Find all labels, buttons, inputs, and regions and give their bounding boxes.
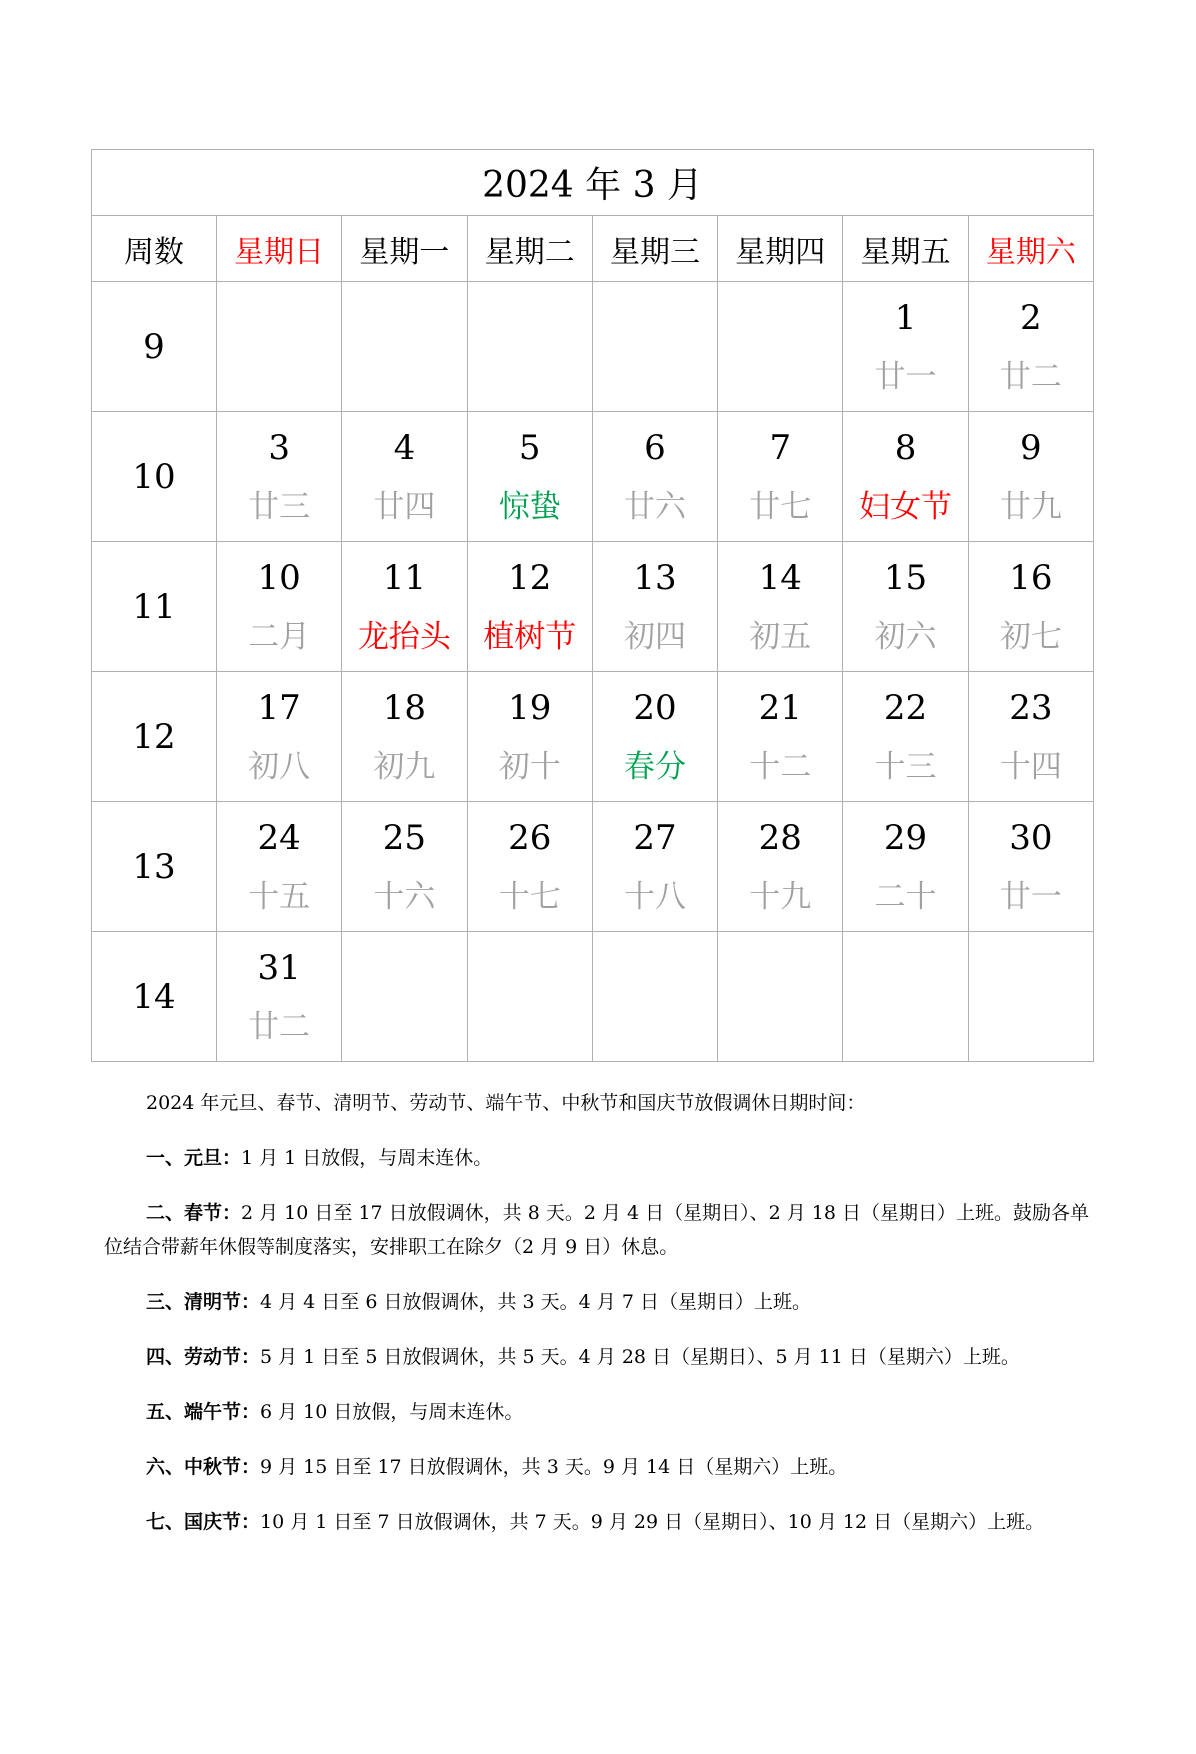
lunar-date: 廿四 xyxy=(373,488,436,525)
day-number: 29 xyxy=(883,817,928,858)
header-monday: 星期一 xyxy=(342,216,467,282)
day-number: 1 xyxy=(894,297,917,338)
day-cell xyxy=(968,802,1093,932)
holiday-note-label: 二、春节： xyxy=(146,1202,242,1224)
lunar-date: 初六 xyxy=(874,618,937,655)
lunar-date: 二十 xyxy=(874,878,937,915)
header-friday: 星期五 xyxy=(843,216,968,282)
day-number: 23 xyxy=(1009,687,1053,728)
lunar-date: 初十 xyxy=(498,748,561,785)
lunar-date: 廿一 xyxy=(874,358,937,395)
day-cell xyxy=(592,802,717,932)
week-number: 10 xyxy=(92,412,217,542)
day-cell xyxy=(217,932,342,1062)
week-row xyxy=(92,282,1094,412)
day-cell xyxy=(843,542,968,672)
empty-day-cell xyxy=(217,282,342,412)
holiday-note xyxy=(104,1450,1100,1484)
day-number: 9 xyxy=(1020,427,1042,468)
day-cell xyxy=(968,542,1093,672)
day-cell xyxy=(467,412,592,542)
solar-term-label: 春分 xyxy=(623,748,686,785)
header-week-number: 周数 xyxy=(92,216,217,282)
notes-list xyxy=(104,1141,1100,1539)
holiday-note-label: 三、清明节： xyxy=(146,1291,261,1313)
day-number: 27 xyxy=(633,817,677,858)
day-number: 2 xyxy=(1020,297,1042,338)
lunar-date: 廿一 xyxy=(999,878,1062,915)
day-cell xyxy=(342,672,467,802)
lunar-date: 十三 xyxy=(874,748,937,785)
lunar-date: 十六 xyxy=(373,878,436,915)
holiday-note xyxy=(104,1285,1100,1319)
day-number: 20 xyxy=(633,687,677,728)
day-number: 5 xyxy=(518,427,541,468)
day-number: 19 xyxy=(508,687,552,728)
day-cell xyxy=(718,542,843,672)
lunar-date: 廿六 xyxy=(623,488,686,525)
day-cell xyxy=(718,672,843,802)
day-number: 11 xyxy=(382,557,427,598)
lunar-date: 廿二 xyxy=(248,1008,311,1045)
lunar-date: 二月 xyxy=(248,618,311,655)
lunar-date: 十二 xyxy=(749,748,812,785)
day-number: 12 xyxy=(508,557,552,598)
day-number: 15 xyxy=(883,557,928,598)
holiday-note xyxy=(104,1196,1100,1264)
day-number: 18 xyxy=(382,687,427,728)
day-cell xyxy=(968,282,1093,412)
day-cell xyxy=(217,672,342,802)
day-cell xyxy=(843,672,968,802)
day-number: 8 xyxy=(894,427,917,468)
day-cell xyxy=(217,542,342,672)
week-number: 14 xyxy=(92,932,217,1062)
lunar-date: 十八 xyxy=(623,878,686,915)
day-number: 10 xyxy=(257,557,301,598)
day-number: 14 xyxy=(758,557,802,598)
day-cell xyxy=(968,672,1093,802)
day-cell xyxy=(718,802,843,932)
empty-day-cell xyxy=(592,932,717,1062)
festival-label: 龙抬头 xyxy=(357,618,451,655)
lunar-date: 十七 xyxy=(498,878,561,915)
lunar-date: 十九 xyxy=(749,878,812,915)
lunar-date: 初八 xyxy=(248,748,311,785)
holiday-note-label: 七、国庆节： xyxy=(146,1511,261,1533)
empty-day-cell xyxy=(467,932,592,1062)
empty-day-cell xyxy=(718,282,843,412)
day-number: 4 xyxy=(393,427,416,468)
day-number: 21 xyxy=(758,687,802,728)
week-number: 9 xyxy=(92,282,217,412)
holiday-note-label: 一、元旦： xyxy=(146,1147,242,1169)
holiday-note-text: 6 月 10 日放假，与周末连休。 xyxy=(260,1401,524,1423)
week-number: 13 xyxy=(92,802,217,932)
day-cell xyxy=(718,412,843,542)
day-number: 30 xyxy=(1009,817,1053,858)
lunar-date: 十四 xyxy=(999,748,1062,785)
day-cell xyxy=(342,542,467,672)
empty-day-cell xyxy=(467,282,592,412)
holiday-notes xyxy=(104,1086,1100,1560)
week-row xyxy=(92,412,1094,542)
day-cell xyxy=(467,802,592,932)
festival-label: 妇女节 xyxy=(859,488,953,525)
header-thursday: 星期四 xyxy=(718,216,843,282)
holiday-note xyxy=(104,1141,1100,1175)
header-wednesday: 星期三 xyxy=(592,216,717,282)
day-cell xyxy=(843,282,968,412)
day-number: 25 xyxy=(382,817,427,858)
holiday-note-label: 五、端午节： xyxy=(146,1401,261,1423)
lunar-date: 初四 xyxy=(623,618,686,655)
day-cell xyxy=(342,412,467,542)
header-sunday: 星期日 xyxy=(217,216,342,282)
week-number: 12 xyxy=(92,672,217,802)
day-cell xyxy=(217,802,342,932)
holiday-note xyxy=(104,1505,1100,1539)
empty-day-cell xyxy=(342,932,467,1062)
weekday-header-row xyxy=(92,216,1094,282)
header-saturday: 星期六 xyxy=(968,216,1093,282)
calendar-weeks xyxy=(92,282,1094,1062)
day-cell xyxy=(592,672,717,802)
day-number: 24 xyxy=(257,817,301,858)
empty-day-cell xyxy=(968,932,1093,1062)
day-number: 28 xyxy=(758,817,802,858)
day-cell xyxy=(843,802,968,932)
week-row xyxy=(92,542,1094,672)
holiday-note xyxy=(104,1395,1100,1429)
day-cell xyxy=(342,802,467,932)
holiday-note xyxy=(104,1340,1100,1374)
holiday-note-text: 1 月 1 日放假，与周末连休。 xyxy=(241,1147,493,1169)
calendar-table xyxy=(91,149,1094,1062)
lunar-date: 廿三 xyxy=(248,488,311,525)
day-number: 17 xyxy=(257,687,301,728)
empty-day-cell xyxy=(342,282,467,412)
day-cell xyxy=(968,412,1093,542)
day-number: 3 xyxy=(268,427,290,468)
empty-day-cell xyxy=(592,282,717,412)
day-cell xyxy=(592,542,717,672)
day-cell xyxy=(467,672,592,802)
holiday-note-text: 5 月 1 日至 5 日放假调休，共 5 天。4 月 28 日（星期日）、5 月 11 日（星期六）上班。 xyxy=(260,1346,1020,1368)
empty-day-cell xyxy=(718,932,843,1062)
holiday-note-text: 4 月 4 日至 6 日放假调休，共 3 天。4 月 7 日（星期日）上班。 xyxy=(260,1291,811,1313)
day-cell xyxy=(843,412,968,542)
week-row xyxy=(92,932,1094,1062)
holiday-note-label: 四、劳动节： xyxy=(146,1346,261,1368)
holiday-note-text: 10 月 1 日至 7 日放假调休，共 7 天。9 月 29 日（星期日）、10 月 12 日（星期六）上班。 xyxy=(260,1511,1045,1533)
week-row xyxy=(92,802,1094,932)
holiday-note-label: 六、中秋节： xyxy=(146,1456,261,1478)
header-tuesday: 星期二 xyxy=(467,216,592,282)
lunar-date: 廿二 xyxy=(999,358,1062,395)
holiday-note-text: 9 月 15 日至 17 日放假调休，共 3 天。9 月 14 日（星期六）上班。 xyxy=(260,1456,848,1478)
week-row xyxy=(92,672,1094,802)
day-cell xyxy=(467,542,592,672)
lunar-date: 初九 xyxy=(373,748,436,785)
empty-day-cell xyxy=(843,932,968,1062)
lunar-date: 十五 xyxy=(248,878,311,915)
day-number: 22 xyxy=(883,687,928,728)
holiday-note-text: 2 月 10 日至 17 日放假调休，共 8 天。2 月 4 日（星期日）、2 月 18 日（星期日）上班。鼓励各单位结合带薪年休假等制度落实，安排职工在除夕（2 月 9 日）休息。 xyxy=(104,1202,1090,1258)
day-number: 31 xyxy=(257,947,301,988)
week-number: 11 xyxy=(92,542,217,672)
day-cell xyxy=(217,412,342,542)
lunar-date: 廿七 xyxy=(749,488,812,525)
day-number: 26 xyxy=(508,817,552,858)
lunar-date: 廿九 xyxy=(999,488,1062,525)
festival-label: 植树节 xyxy=(483,618,577,655)
day-number: 13 xyxy=(633,557,677,598)
lunar-date: 初七 xyxy=(999,618,1062,655)
day-number: 16 xyxy=(1009,557,1053,598)
lunar-date: 初五 xyxy=(749,618,812,655)
notes-intro: 2024 年元旦、春节、清明节、劳动节、端午节、中秋节和国庆节放假调休日期时间： xyxy=(146,1092,866,1114)
day-cell xyxy=(592,412,717,542)
calendar-title: 2024 年 3 月 xyxy=(92,150,1094,216)
solar-term-label: 惊蛰 xyxy=(498,488,561,525)
day-number: 6 xyxy=(644,427,666,468)
day-number: 7 xyxy=(769,427,792,468)
